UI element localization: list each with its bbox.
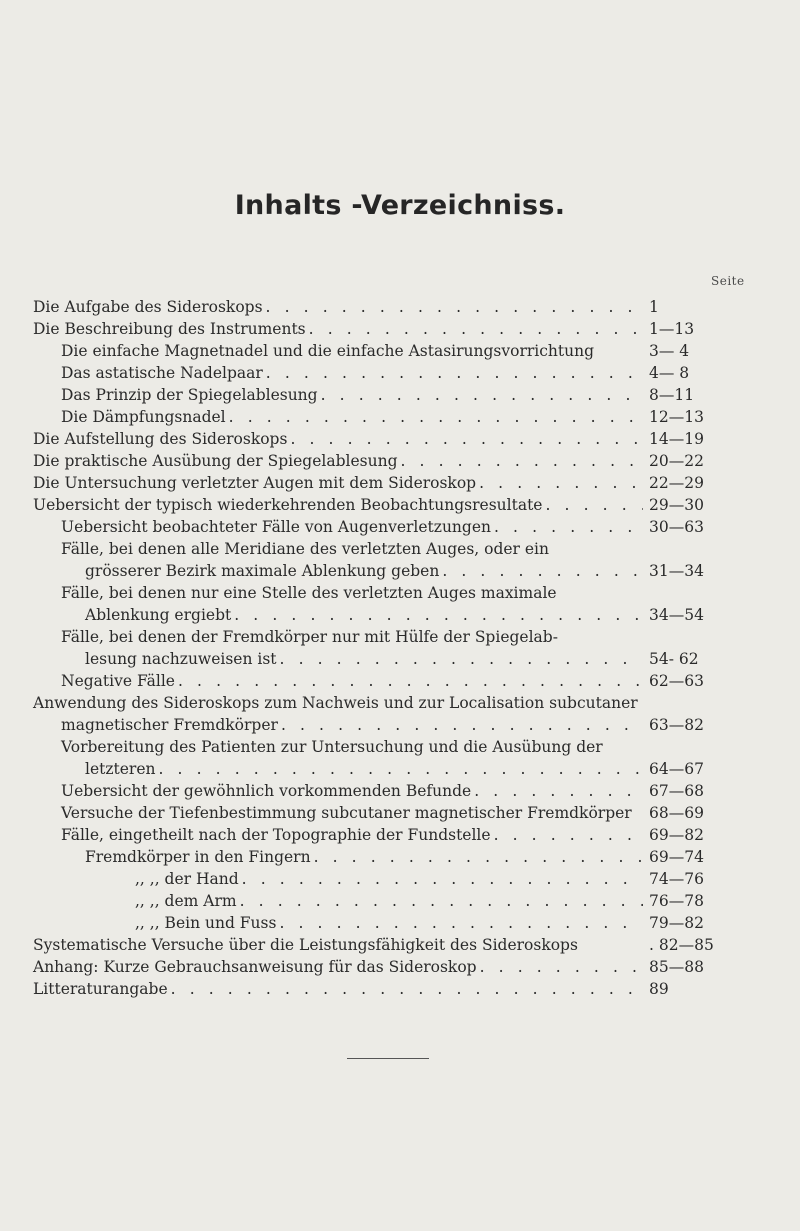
dot-leader	[494, 518, 643, 536]
toc-page-range: 20—22	[649, 452, 704, 470]
toc-entry	[33, 298, 733, 320]
toc-entry	[33, 958, 733, 980]
toc-page-range: 64—67	[649, 760, 704, 778]
toc-entry	[61, 584, 733, 606]
toc-page-range: 34—54	[649, 606, 704, 624]
dot-leader	[242, 870, 643, 888]
toc-entry	[33, 936, 733, 958]
toc-entry-title: Fremdkörper in den Fingern	[85, 848, 311, 866]
toc-entry	[61, 804, 733, 826]
toc-entry	[61, 364, 733, 386]
toc-entry	[33, 474, 733, 496]
toc-entry	[61, 716, 733, 738]
toc-entry-title: Uebersicht beobachteter Fälle von Augenverletzungen	[61, 518, 491, 536]
toc-page-range: 29—30	[649, 496, 704, 514]
toc-entry	[61, 342, 733, 364]
toc-entry-title: grösserer Bezirk maximale Ablenkung geben	[85, 562, 440, 580]
dot-leader	[159, 760, 644, 778]
toc-entry	[33, 496, 733, 518]
toc-entry-title: Die Aufstellung des Sideroskops	[33, 430, 288, 448]
toc-entry-title: Fälle, bei denen alle Meridiane des verletzten Auges, oder ein	[61, 540, 550, 558]
toc-page-range: 1	[649, 298, 659, 316]
toc-page-range: 12—13	[649, 408, 704, 426]
dot-leader	[178, 672, 643, 690]
toc-entry	[135, 914, 733, 936]
toc-entry	[61, 628, 733, 650]
dot-leader	[240, 892, 643, 910]
toc-entry	[61, 782, 733, 804]
dot-leader	[280, 650, 643, 668]
toc-entry-title: Versuche der Tiefenbestimmung subcutaner magnetischer Fremdkörper	[61, 804, 632, 822]
toc-page-range: 76—78	[649, 892, 704, 910]
toc-entry-title: Die praktische Ausübung der Spiegelablesung	[33, 452, 398, 470]
toc-entry-title: Die einfache Magnetnadel und die einfache Astasirungsvorrichtung	[61, 342, 595, 360]
toc-page-range: 30—63	[649, 518, 704, 536]
toc-entry	[33, 980, 733, 1002]
toc-entry-title: magnetischer Fremdkörper	[61, 716, 278, 734]
toc-entry-title: Die Beschreibung des Instruments	[33, 320, 306, 338]
toc-entry	[61, 408, 733, 430]
toc-entry	[61, 386, 733, 408]
dot-leader	[401, 452, 644, 470]
dot-leader	[321, 386, 643, 404]
toc-page-range: 4— 8	[649, 364, 690, 382]
toc-entry	[61, 826, 733, 848]
dot-leader	[234, 606, 643, 624]
toc-entry	[135, 870, 733, 892]
toc-entry-title: ,, ,, der Hand	[135, 870, 239, 888]
toc-page-range: 85—88	[649, 958, 704, 976]
toc-entry	[85, 760, 733, 782]
dot-leader	[290, 430, 643, 448]
toc-entry-title: ,, ,, dem Arm	[135, 892, 237, 910]
toc-entry-title: lesung nachzuweisen ist	[85, 650, 277, 668]
toc-page-range: 54- 62	[649, 650, 699, 668]
dot-leader	[545, 496, 643, 514]
toc-entry-title: Fälle, bei denen nur eine Stelle des verletzten Auges maximale	[61, 584, 557, 602]
dot-leader	[442, 562, 643, 580]
toc-entry-title: Das astatische Nadelpaar	[61, 364, 263, 382]
dot-leader	[171, 980, 643, 998]
dot-leader	[479, 474, 643, 492]
dot-leader	[309, 320, 643, 338]
toc-entry-title: letzteren	[85, 760, 156, 778]
toc-entry-title: Fälle, eingetheilt nach der Topographie der Fundstelle	[61, 826, 491, 844]
dot-leader	[314, 848, 643, 866]
page-title: Inhalts -Verzeichniss.	[234, 190, 566, 221]
toc-entry-title: Fälle, bei denen der Fremdkörper nur mit Hülfe der Spiegelab-	[61, 628, 558, 646]
toc-page-range: 14—19	[649, 430, 704, 448]
toc-entry-title: Die Untersuchung verletzter Augen mit dem Sideroskop	[33, 474, 477, 492]
toc-entry-title: Uebersicht der typisch wiederkehrenden Beobachtungsresultate	[33, 496, 543, 514]
dot-leader	[266, 298, 643, 316]
dot-leader	[266, 364, 643, 382]
toc-entry	[85, 606, 733, 628]
toc-page-range: 1—13	[649, 320, 695, 338]
toc-entry	[33, 430, 733, 452]
toc-page-range: 67—68	[649, 782, 704, 800]
toc-entry	[135, 892, 733, 914]
toc-entry-title: ,, ,, Bein und Fuss	[135, 914, 277, 932]
toc-page-range: 69—74	[649, 848, 704, 866]
dot-leader	[281, 716, 643, 734]
toc-page-range: . 82—85	[649, 936, 714, 954]
dot-leader	[474, 782, 643, 800]
toc-entry	[85, 562, 733, 584]
toc-entry-title: Anhang: Kurze Gebrauchsanweisung für das Sideroskop	[33, 958, 477, 976]
toc-entry-title: Die Aufgabe des Sideroskops	[33, 298, 263, 316]
toc-entry	[33, 452, 733, 474]
toc-page-range: 68—69	[649, 804, 704, 822]
toc-entry	[33, 320, 733, 342]
toc-entry-title: Ablenkung ergiebt	[85, 606, 232, 624]
toc-entry-title: Litteraturangabe	[33, 980, 168, 998]
toc-entry	[85, 848, 733, 870]
dot-leader	[480, 958, 643, 976]
toc-page-range: 69—82	[649, 826, 704, 844]
toc-page-range: 8—11	[649, 386, 695, 404]
toc-entry-title: Negative Fälle	[61, 672, 175, 690]
toc-entry-title: Das Prinzip der Spiegelablesung	[61, 386, 318, 404]
toc-entry-title: Systematische Versuche über die Leistungsfähigkeit des Sideroskops	[33, 936, 578, 954]
dot-leader	[494, 826, 643, 844]
divider	[347, 1058, 429, 1059]
dot-leader	[279, 914, 643, 932]
toc-entry	[61, 540, 733, 562]
toc-entry	[61, 518, 733, 540]
toc-page-range: 62—63	[649, 672, 704, 690]
toc-entry	[85, 650, 733, 672]
toc-entry-title: Die Dämpfungsnadel	[61, 408, 226, 426]
toc-page-range: 63—82	[649, 716, 704, 734]
toc-entry	[61, 672, 733, 694]
dot-leader	[229, 408, 643, 426]
toc-entry-title: Vorbereitung des Patienten zur Untersuchung und die Ausübung der	[61, 738, 603, 756]
toc-page-range: 22—29	[649, 474, 704, 492]
page-column-heading: Seite	[711, 274, 745, 288]
toc-page-range: 74—76	[649, 870, 704, 888]
toc-page-range: 89	[649, 980, 669, 998]
toc-entry	[33, 694, 733, 716]
toc-entry	[61, 738, 733, 760]
toc-page-range: 31—34	[649, 562, 704, 580]
toc-entry-title: Anwendung des Sideroskops zum Nachweis und zur Localisation subcutaner	[33, 694, 638, 712]
toc-page-range: 3— 4	[649, 342, 690, 360]
toc-entry-title: Uebersicht der gewöhnlich vorkommenden Befunde	[61, 782, 472, 800]
toc-page-range: 79—82	[649, 914, 704, 932]
